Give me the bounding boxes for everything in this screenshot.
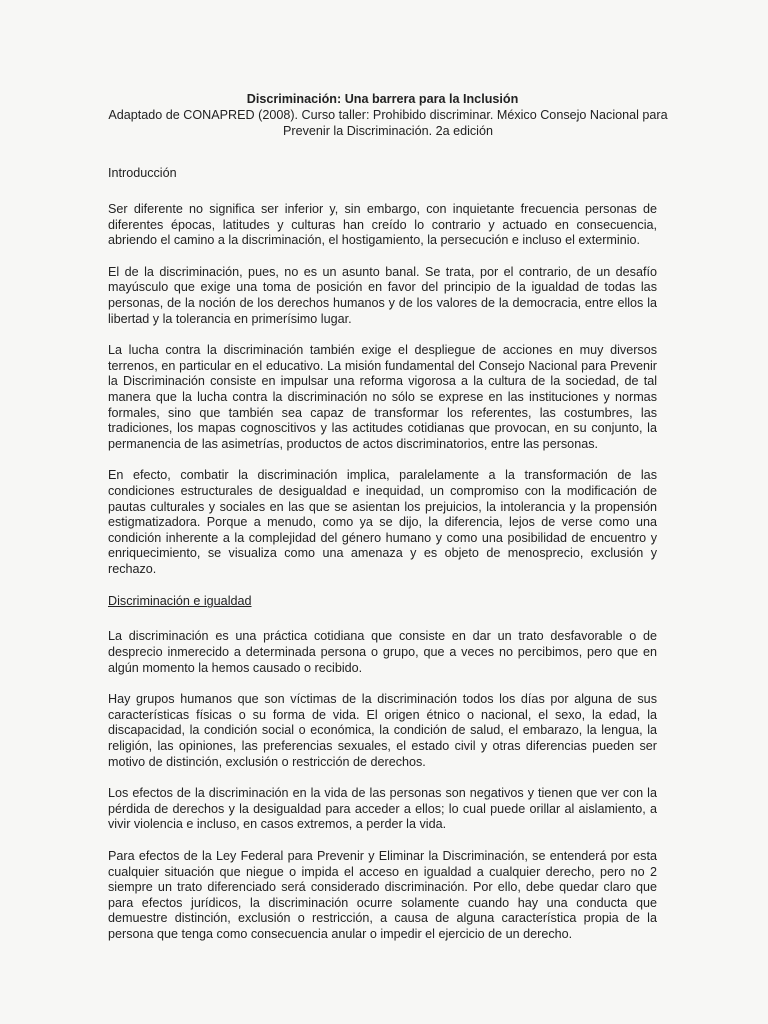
document-title: Discriminación: Una barrera para la Inclusión: [246, 92, 519, 106]
paragraph: En efecto, combatir la discriminación implica, paralelamente a la transformación de las condiciones estructurales de desigualdad e inequidad, un compromiso con la modificación de pautas culturales y sociales en las que se asientan los prejuicios, la intolerancia y la propensión estigmatizadora. Porque a menudo, como ya se dijo, la diferencia, lejos de verse como una condición inherente a la complejidad del género humano y como una posibilidad de encuentro y enriquecimiento, se visualiza como una amenaza y es objeto de menosprecio, exclusión y rechazo.: [108, 468, 657, 576]
document-heading: [108, 91, 668, 139]
paragraph: Ser diferente no significa ser inferior y, sin embargo, con inquietante frecuencia personas de diferentes épocas, latitudes y culturas han creído lo contrario y actuado en consecuencia, abriendo el camino a la discriminación, el hostigamiento, la persecución e incluso el exterminio.: [108, 202, 657, 248]
section-heading-introduccion: Introducción: [108, 166, 177, 180]
paragraph: La lucha contra la discriminación también exige el despliegue de acciones en muy diversos terrenos, en particular en el educativo. La misión fundamental del Consejo Nacional para Prevenir la Discriminación consiste en impulsar una reforma vigorosa a la cultura de la sociedad, de tal manera que la lucha contra la discriminación no sólo se exprese en las instituciones y normas formales, sino que también sea capaz de transformar los referentes, las costumbres, las tradiciones, los mapas cognoscitivos y las actitudes cotidianas que provocan, en su conjunto, la permanencia de las asimetrías, productos de actos discriminatorios, entre las personas.: [108, 343, 657, 451]
paragraph: La discriminación es una práctica cotidiana que consiste en dar un trato desfavorable o de desprecio inmerecido a determinada persona o grupo, que a veces no percibimos, pero que en algún momento la hemos causado o recibido.: [108, 629, 657, 675]
document-subtitle: Adaptado de CONAPRED (2008). Curso taller: Prohibido discriminar. México Consejo Nacional para Prevenir la Discriminación. 2a edición: [108, 108, 668, 138]
paragraph: Hay grupos humanos que son víctimas de la discriminación todos los días por alguna de sus características físicas o su forma de vida. El origen étnico o nacional, el sexo, la edad, la discapacidad, la condición social o económica, la condición de salud, el embarazo, la lengua, la religión, las opiniones, las preferencias sexuales, el estado civil y otras diferencias pueden ser motivo de distinción, exclusión o restricción de derechos.: [108, 692, 657, 769]
paragraph: El de la discriminación, pues, no es un asunto banal. Se trata, por el contrario, de un desafío mayúsculo que exige una toma de posición en favor del principio de la igualdad de todas las personas, de la noción de los derechos humanos y de los valores de la democracia, entre ellos la libertad y la tolerancia en primerísimo lugar.: [108, 264, 657, 326]
paragraph: Para efectos de la Ley Federal para Prevenir y Eliminar la Discriminación, se entenderá por esta cualquier situación que niegue o impida el acceso en igualdad a cualquier derecho, pero no 2 siempre un trato diferenciado será considerado discriminación. Por ello, debe quedar claro que para efectos jurídicos, la discriminación ocurre solamente cuando hay una conducta que demuestre distinción, exclusión o restricción, a causa de alguna característica propia de la persona que tenga como consecuencia anular o impedir el ejercicio de un derecho.: [108, 849, 657, 941]
paragraph: Los efectos de la discriminación en la vida de las personas son negativos y tienen que ver con la pérdida de derechos y la desigualdad para acceder a ellos; lo cual puede orillar al aislamiento, a vivir violencia e incluso, en casos extremos, a perder la vida.: [108, 786, 657, 832]
section-heading-discriminacion-e-igualdad: Discriminación e igualdad: [108, 594, 252, 609]
